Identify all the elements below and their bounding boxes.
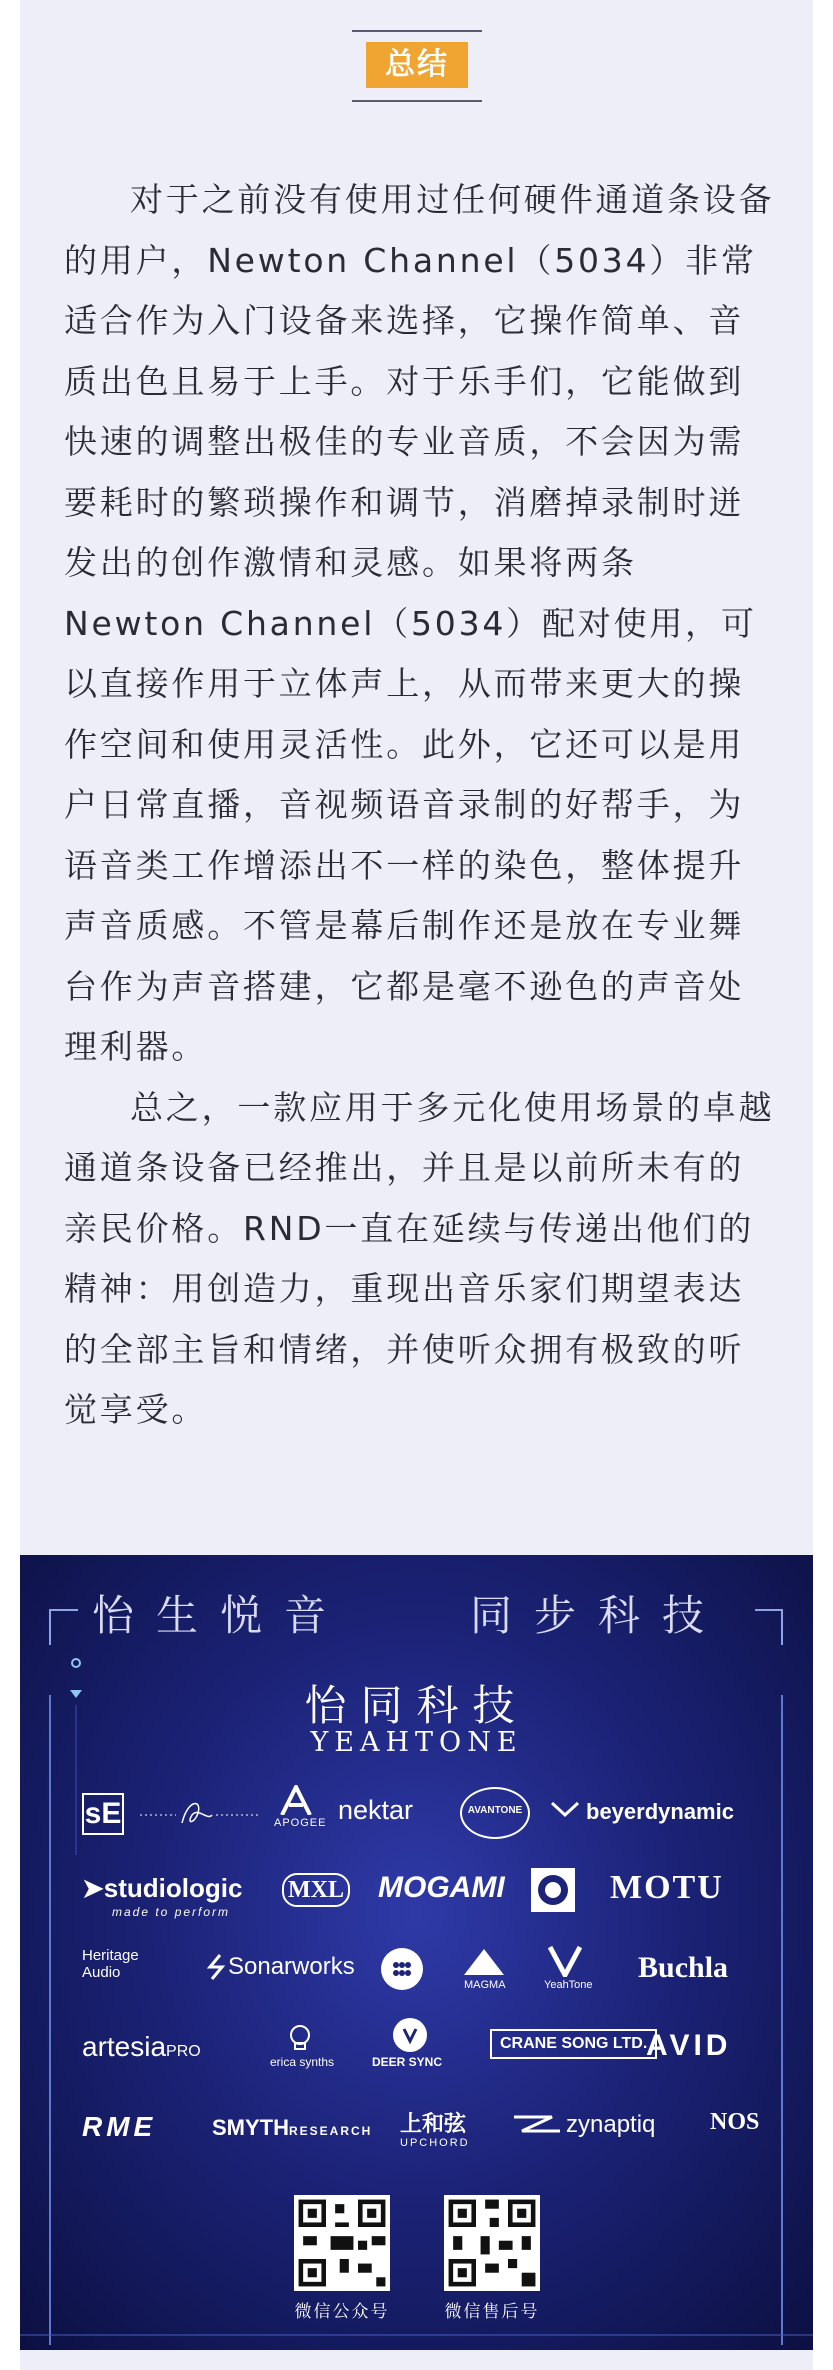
brand-erica-synths: erica synths xyxy=(270,2055,335,2069)
artesia-name: artesia xyxy=(82,2031,167,2062)
qr-caption-after-sales: 微信售后号 xyxy=(444,2302,540,2322)
beyerdynamic-chevron-icon xyxy=(550,1799,580,1819)
brand-studiologic-tagline: made to perform xyxy=(112,1905,231,1919)
artesia-pro: PRO xyxy=(166,2043,201,2060)
studiologic-arrow-icon: ➤ xyxy=(82,1873,104,1903)
page-margin-right xyxy=(813,0,833,2370)
brand-sonarworks: Sonarworks xyxy=(228,1953,355,1980)
deer-head-icon xyxy=(390,2017,430,2053)
qr-caption-official-account: 微信公众号 xyxy=(294,2302,390,2322)
studiologic-name: studiologic xyxy=(103,1873,243,1903)
apogee-a-icon xyxy=(276,1785,316,1815)
yeahtone-v-icon xyxy=(548,1945,582,1977)
section-title: 总结 xyxy=(366,42,468,88)
sonarworks-s-icon xyxy=(206,1953,226,1981)
smyth-name: SMYTH xyxy=(212,2115,289,2140)
company-footer-banner xyxy=(20,1555,813,2350)
brand-crane-song: CRANE SONG LTD. xyxy=(490,2029,657,2059)
brand-buchla: Buchla xyxy=(638,1951,729,1984)
erica-skull-icon xyxy=(288,2025,312,2051)
slogan-left: 怡生悦音 xyxy=(92,1591,349,1640)
brand-upchord-cn: 上和弦 xyxy=(400,2112,467,2137)
brand-heritage-audio: Heritage Audio xyxy=(82,1947,139,1981)
brand-deer-sync: DEER SYNC xyxy=(372,2055,443,2069)
brand-nektar: nektar xyxy=(338,1795,414,1825)
paragraph-1: 对于之前没有使用过任何硬件通道条设备的用户，Newton Channel（5034）非常适合作为入门设备来选择，它操作简单、音质出色且易于上手。对于乐手们，它能做到快速的调整出极佳的专业音质，不会因为需要耗时的繁琐操作和调节，消磨掉录制时迸发出的创作激情和灵感。如果将两条Newton Channel（5034）配对使用，可以直接作用于立体声上，从而带来更大的操作空间和使用灵活性。此外，它还可以是用户日常直播，音视频语音录制的好帮手，为语音类工作增添出不一样的染色，整体提升声音质感。不管是幕后制作还是放在专业舞台作为声音搭建，它都是毫不逊色的声音处理利器。 xyxy=(64,180,775,1066)
section-header xyxy=(352,30,482,102)
brand-avid: AVID xyxy=(646,2029,732,2062)
zynaptiq-logo-icon xyxy=(512,2113,562,2135)
brand-mxl: MXL xyxy=(282,1873,350,1907)
brand-rme: RME xyxy=(82,2111,157,2142)
company-name-en: YEAHTONE xyxy=(310,1727,523,1758)
qr-code-official-account xyxy=(294,2195,390,2291)
brand-upchord-en: UPCHORD xyxy=(400,2137,470,2149)
brand-yeahtone: YeahTone xyxy=(544,1979,593,1991)
paragraph-2: 总之，一款应用于多元化使用场景的卓越通道条设备已经推出，并且是以前所未有的亲民价格。RND一直在延续与传递出他们的精神：用创造力，重现出音乐家们期望表达的全部主旨和情绪，并使听众拥有极致的听觉享受。 xyxy=(64,1087,775,1429)
brand-avantone-label: AVANTONE xyxy=(467,1805,523,1816)
brand-zynaptiq: zynaptiq xyxy=(566,2111,656,2138)
dots-logo-icon xyxy=(380,1947,424,1991)
brand-smyth xyxy=(212,2115,372,2141)
brand-nos: NOS xyxy=(710,2109,760,2135)
article-body xyxy=(64,170,776,1441)
qr-code-after-sales xyxy=(444,2195,540,2291)
slogan-right: 同步科技 xyxy=(470,1591,727,1640)
brand-magma: MAGMA xyxy=(464,1979,506,1991)
brand-beyerdynamic: beyerdynamic xyxy=(586,1799,734,1824)
brand-signature-logo xyxy=(140,1795,260,1831)
brand-apogee: APOGEE xyxy=(274,1817,327,1829)
brand-studiologic xyxy=(82,1873,242,1904)
lion-logo-icon xyxy=(530,1867,576,1913)
brand-artesia xyxy=(82,2031,201,2063)
magma-mountain-icon xyxy=(462,1947,506,1977)
brand-motu: MOTU xyxy=(610,1869,724,1906)
header-bottom-rule xyxy=(352,100,482,102)
brand-se-logo: sE xyxy=(82,1793,124,1835)
brand-mogami: MOGAMI xyxy=(378,1871,505,1904)
page-margin-left xyxy=(0,0,20,2370)
smyth-research: RESEARCH xyxy=(289,2124,373,2138)
header-top-rule xyxy=(352,30,482,32)
company-name-cn: 怡同科技 xyxy=(304,1681,529,1730)
